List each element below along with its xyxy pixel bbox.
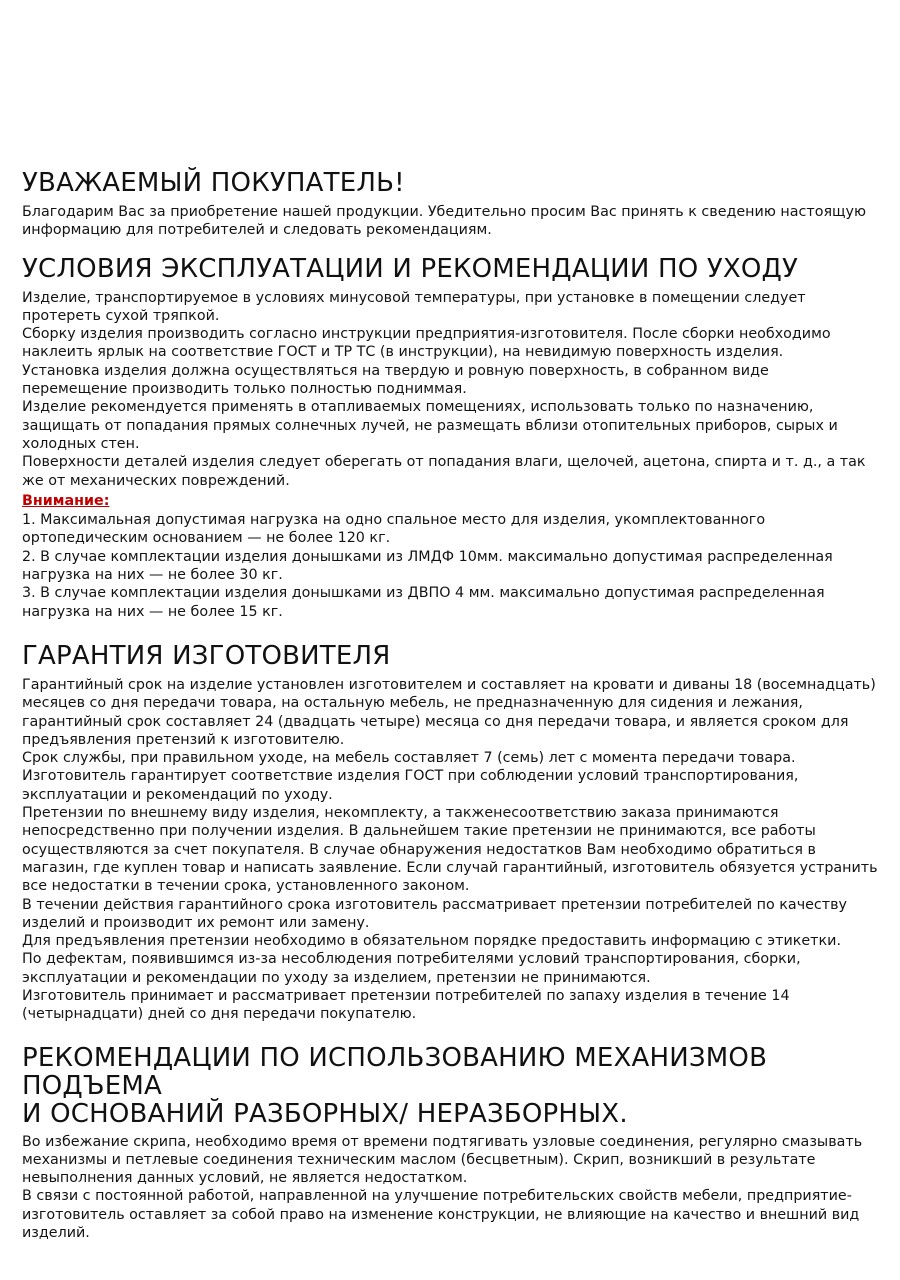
section-buyer-greeting — [22, 168, 878, 240]
paragraph: Благодарим Вас за приобретение нашей продукции. Убедительно просим Вас принять к сведению настоящую информацию для потребителей и следовать рекомендациям. — [22, 204, 867, 239]
attention-label: Внимание: — [22, 492, 110, 509]
paragraph: Изготовитель гарантирует соответствие изделия ГОСТ при соблюдении условий транспортирования, эксплуатации и рекомендаций по уходу. — [22, 768, 799, 803]
attention-label-wrapper — [22, 490, 878, 511]
section-usage-conditions — [22, 254, 878, 621]
section-heading-warranty: ГАРАНТИЯ ИЗГОТОВИТЕЛЯ — [22, 640, 391, 671]
section-heading-greeting: УВАЖАЕМЫЙ ПОКУПАТЕЛЬ! — [22, 168, 405, 198]
paragraph: Изделие, транспортируемое в условиях минусовой температуры, при установке в помещении следует протереть сухой тряпкой. — [22, 289, 806, 324]
paragraph: Изделие рекомендуется применять в отапливаемых помещениях, использовать только по назначению, защищать от попадания прямых солнечных лучей, не размещать вблизи отопительных приборов, сырых и холодных стен. — [22, 399, 838, 452]
attention-item: 2. В случае комплектации изделия донышками из ЛМДФ 10мм. максимально допустимая распределенная нагрузка на них — не более 30 кг. — [22, 548, 833, 584]
paragraph: По дефектам, появившимся из-за несоблюдения потребителями условий транспортирования, сборки, эксплуатации и рекомендации по уходу за изделием, претензии не принимаются. — [22, 951, 801, 986]
paragraph: Во избежание скрипа, необходимо время от времени подтягивать узловые соединения, регулярно смазывать механизмы и петлевые соединения техническим маслом (бесцветным). Скрип, возникший в результате невыполнения данных условий, не является недостатком. — [22, 1133, 863, 1187]
paragraph: Установка изделия должна осуществляться на твердую и ровную поверхность, в собранном виде перемещение производить только полностью подниммая. — [22, 362, 769, 398]
attention-item: 1. Максимальная допустимая нагрузка на одно спальное место для изделия, укомплектованного ортопедическим основанием — не более 120 кг. — [22, 512, 766, 547]
section-heading-mechanisms-line1: РЕКОМЕНДАЦИИ ПО ИСПОЛЬЗОВАНИЮ МЕХАНИЗМОВ ПОДЪЕМА — [22, 1042, 768, 1101]
paragraph: В связи с постоянной работой, направленной на улучшение потребительских свойств мебели, предприятие-изготовитель оставляет за собой право на изменение конструкции, не влияющие на качество и внешний вид изделий. — [22, 1188, 860, 1242]
section-manufacturer-warranty — [22, 641, 878, 1024]
section-lifting-mechanisms — [22, 1044, 878, 1243]
paragraph: Для предъявления претензии необходимо в обязательном порядке предоставить информацию с этикетки. — [22, 933, 841, 950]
section-heading-usage: УСЛОВИЯ ЭКСПЛУАТАЦИИ И РЕКОМЕНДАЦИИ ПО УХОДУ — [22, 253, 799, 284]
attention-item: 3. В случае комплектации изделия донышками из ДВПО 4 мм. максимально допустимая распределенная нагрузка на них — не более 15 кг. — [22, 585, 825, 620]
paragraph: Поверхности деталей изделия следует оберегать от попадания влаги, щелочей, ацетона, спирта и т. д., а так же от механических повреждений. — [22, 454, 866, 489]
paragraph: Гарантийный срок на изделие установлен изготовителем и составляет на кровати и диваны 18 (восемнадцать) месяцев со дня передачи товара, на остальную мебель, не предназначенную для сидения и лежания, гарантийный срок составляет 24 (двадцать четыре) месяца со дня передачи товара, и является сроком для предъявления претензий к изготовителю. — [22, 676, 876, 748]
paragraph: В течении действия гарантийного срока изготовитель рассматривает претензии потребителей по качеству изделий и производит их ремонт или замену. — [22, 896, 848, 931]
paragraph: Сборку изделия производить согласно инструкции предприятия-изготовителя. После сборки необходимо наклеить ярлык на соответствие ГОСТ и ТР ТС (в инструкции), на невидимую поверхность изделия. — [22, 326, 831, 361]
paragraph: Претензии по внешнему виду изделия, некомплекту, а такженесоответствию заказа принимаются непосредственно при получении изделия. В дальнейшем такие претензии не принимаются, все работы осуществляются за счет покупателя. В случае обнаружения недостатков Вам необходимо обратиться в магазин, где куплен товар и написать заявление. Если случай гарантийный, изготовитель обязуется устранить все недостатки в течении срока, установленного законом. — [22, 805, 878, 895]
section-heading-mechanisms-line2: И ОСНОВАНИЙ РАЗБОРНЫХ/ НЕРАЗБОРНЫХ. — [22, 1098, 628, 1129]
paragraph: Изготовитель принимает и рассматривает претензии потребителей по запаху изделия в течение 14 (четырнадцати) дней со дня передачи покупателю. — [22, 987, 790, 1023]
paragraph: Срок службы, при правильном уходе, на мебель составляет 7 (семь) лет с момента передачи товара. — [22, 750, 796, 767]
